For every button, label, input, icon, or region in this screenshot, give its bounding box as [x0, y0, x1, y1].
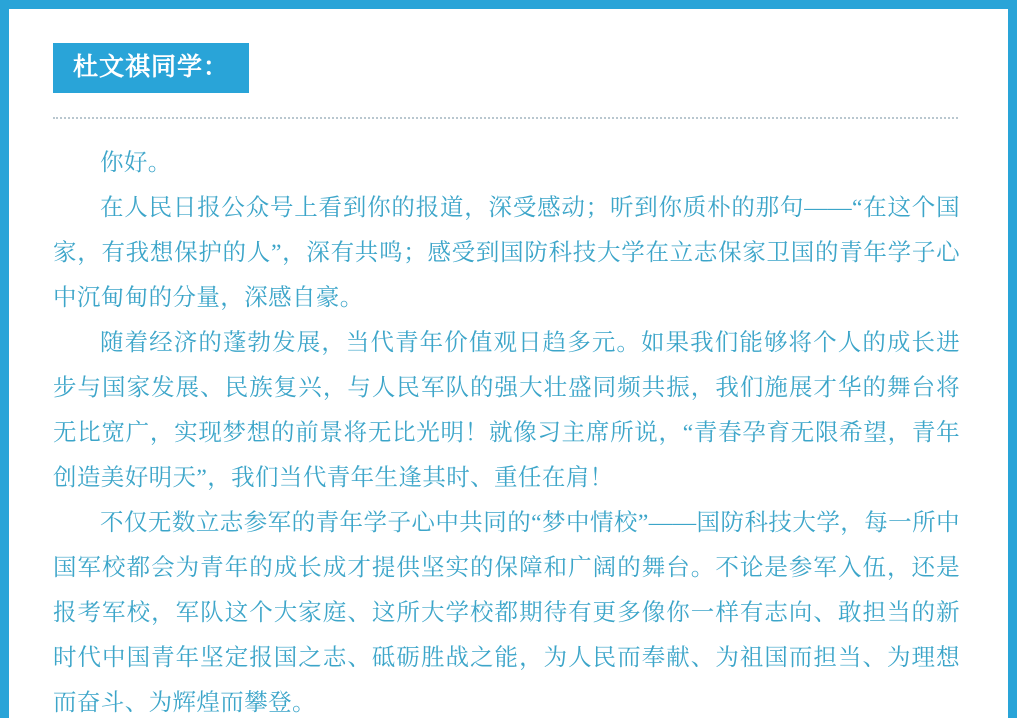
- header-divider: [53, 117, 958, 119]
- letter-paragraph: 随着经济的蓬勃发展，当代青年价值观日趋多元。如果我们能够将个人的成长进步与国家发展、民族复兴，与人民军队的强大壮盛同频共振，我们施展才华的舞台将无比宽广，实现梦想的前景将无比光明！就像习主席所说，“青春孕育无限希望，青年创造美好明天”，我们当代青年生逢其时、重任在肩！: [53, 330, 960, 491]
- salutation-banner: 杜文祺同学：: [53, 43, 249, 93]
- letter-paragraph: 你好。: [100, 150, 172, 176]
- letter-paragraph: 不仅无数立志参军的青年学子心中共同的“梦中情校”——国防科技大学，每一所中国军校都会为青年的成长成才提供坚实的保障和广阔的舞台。不论是参军入伍，还是报考军校，军队这个大家庭、这所大学校都期待有更多像你一样有志向、敢担当的新时代中国青年坚定报国之志、砥砺胜战之能，为人民而奉献、为祖国而担当、为理想而奋斗、为辉煌而攀登。: [53, 510, 960, 716]
- letter-content: [9, 9, 1008, 718]
- letter-body: [45, 141, 964, 718]
- salutation-row: [45, 43, 964, 93]
- letter-paragraph: 在人民日报公众号上看到你的报道，深受感动；听到你质朴的那句——“在这个国家，有我想保护的人”，深有共鸣；感受到国防科技大学在立志保家卫国的青年学子心中沉甸甸的分量，深感自豪。: [53, 195, 960, 311]
